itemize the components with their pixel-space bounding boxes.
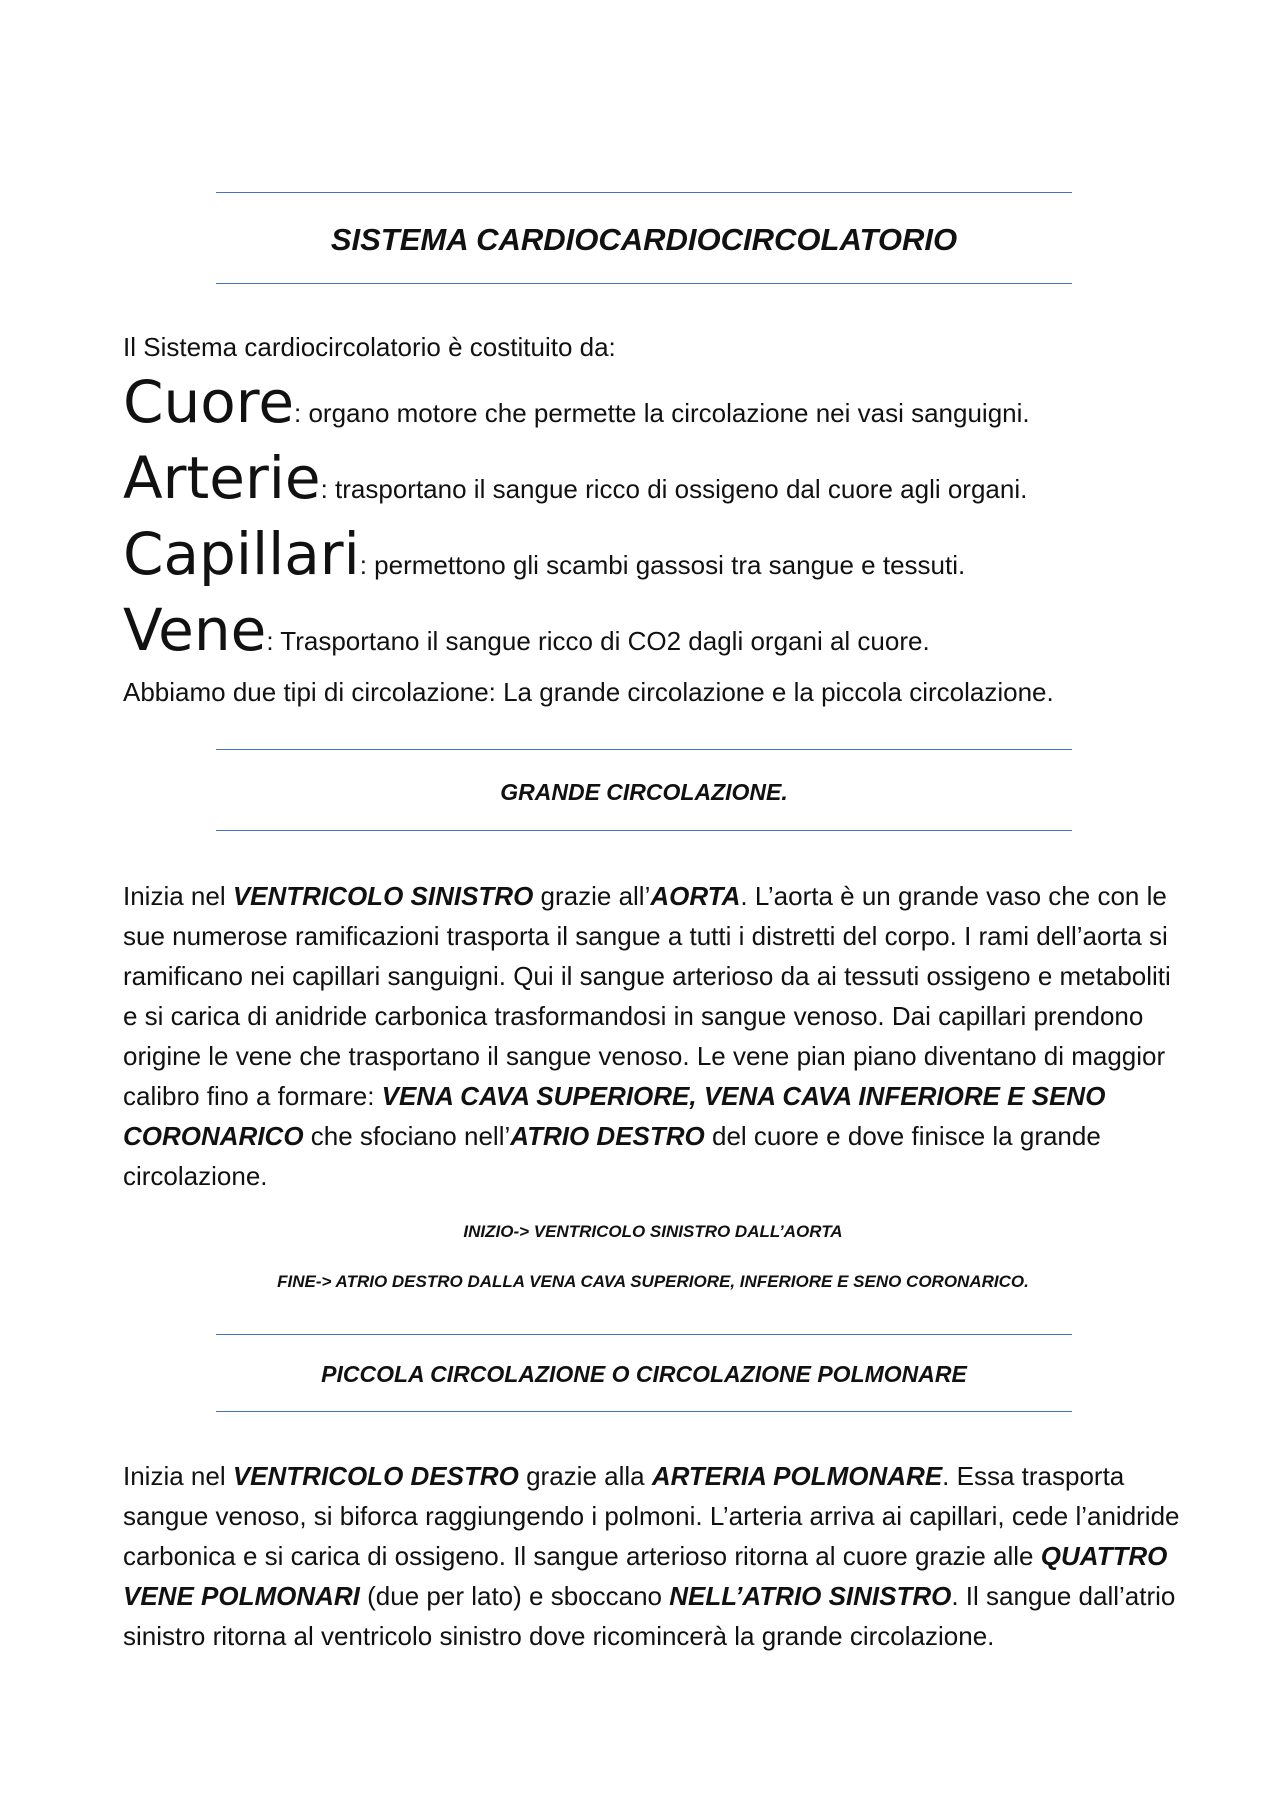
component-desc: : organo motore che permette la circolazione nei vasi sanguigni. — [294, 398, 1030, 428]
piccola-bottom-rule — [216, 1411, 1072, 1412]
title-top-rule — [216, 192, 1072, 193]
intro-text: Il Sistema cardiocircolatorio è costituito da: — [123, 332, 616, 362]
emphasis-arteria-polmonare: ARTERIA POLMONARE — [651, 1461, 943, 1491]
component-desc: : Trasportano il sangue ricco di CO2 dagli organi al cuore. — [266, 626, 930, 656]
grande-top-rule — [216, 749, 1072, 750]
component-cuore — [123, 368, 1223, 436]
piccola-paragraph: Inizia nel VENTRICOLO DESTRO grazie alla ARTERIA POLMONARE. Essa trasporta sangue venoso, si biforca raggiungendo i polmoni. L’arteria arriva ai capillari, cede l’anidride carbonica e si carica di ossigeno. Il sangue arterioso ritorna al cuore grazie alle QUATTRO VENE POLMONARI (due per lato) e sboccano NELL’ATRIO SINISTRO. Il sangue dall’atrio sinistro ritorna al ventricolo sinistro dove ricomincerà la grande circolazione. — [123, 1461, 1180, 1651]
emphasis-aorta: AORTA — [650, 881, 741, 911]
grande-heading: GRANDE CIRCOLAZIONE. — [500, 779, 788, 805]
component-term: Cuore — [123, 368, 294, 436]
component-arterie — [123, 444, 1223, 512]
component-vene — [123, 596, 1223, 664]
piccola-heading: PICCOLA CIRCOLAZIONE O CIRCOLAZIONE POLMONARE — [321, 1361, 967, 1387]
grande-bottom-rule — [216, 830, 1072, 831]
emphasis-atrio-destro: ATRIO DESTRO — [510, 1121, 705, 1151]
emphasis-vene-polmonari: QUATTRO VENE POLMONARI — [123, 1541, 1168, 1611]
component-capillari — [123, 520, 1223, 588]
emphasis-ventricolo-destro: VENTRICOLO DESTRO — [232, 1461, 519, 1491]
emphasis-vene-cave: VENA CAVA SUPERIORE, VENA CAVA INFERIORE E SENO CORONARICO — [123, 1081, 1106, 1151]
component-term: Arterie — [123, 444, 321, 512]
component-desc: : trasportano il sangue ricco di ossigeno dal cuore agli organi. — [320, 474, 1028, 504]
emphasis-ventricolo-sinistro: VENTRICOLO SINISTRO — [232, 881, 534, 911]
component-desc: : permettono gli scambi gassosi tra sangue e tessuti. — [359, 550, 966, 580]
piccola-top-rule — [216, 1334, 1072, 1335]
grande-summary-start: INIZIO-> VENTRICOLO SINISTRO DALL’AORTA — [463, 1222, 843, 1241]
types-sentence: Abbiamo due tipi di circolazione: La grande circolazione e la piccola circolazione. — [123, 677, 1054, 707]
emphasis-atrio-sinistro: NELL’ATRIO SINISTRO — [669, 1581, 952, 1611]
grande-summary-end: FINE-> ATRIO DESTRO DALLA VENA CAVA SUPERIORE, INFERIORE E SENO CORONARICO. — [277, 1272, 1029, 1291]
grande-paragraph: Inizia nel VENTRICOLO SINISTRO grazie all’AORTA. L’aorta è un grande vaso che con le sue numerose ramificazioni trasporta il sangue a tutti i distretti del corpo. I rami dell’aorta si ramificano nei capillari sanguigni. Qui il sangue arterioso da ai tessuti ossigeno e metaboliti e si carica di anidride carbonica trasformandosi in sangue venoso. Dai capillari prendono origine le vene che trasportano il sangue venoso. Le vene pian piano diventano di maggior calibro fino a formare: VENA CAVA SUPERIORE, VENA CAVA INFERIORE E SENO CORONARICO che sfociano nell’ATRIO DESTRO del cuore e dove finisce la grande circolazione. — [123, 881, 1171, 1191]
page-title: SISTEMA CARDIOCARDIOCIRCOLATORIO — [330, 222, 958, 257]
title-bottom-rule — [216, 283, 1072, 284]
component-term: Capillari — [123, 520, 360, 588]
component-term: Vene — [123, 596, 267, 664]
